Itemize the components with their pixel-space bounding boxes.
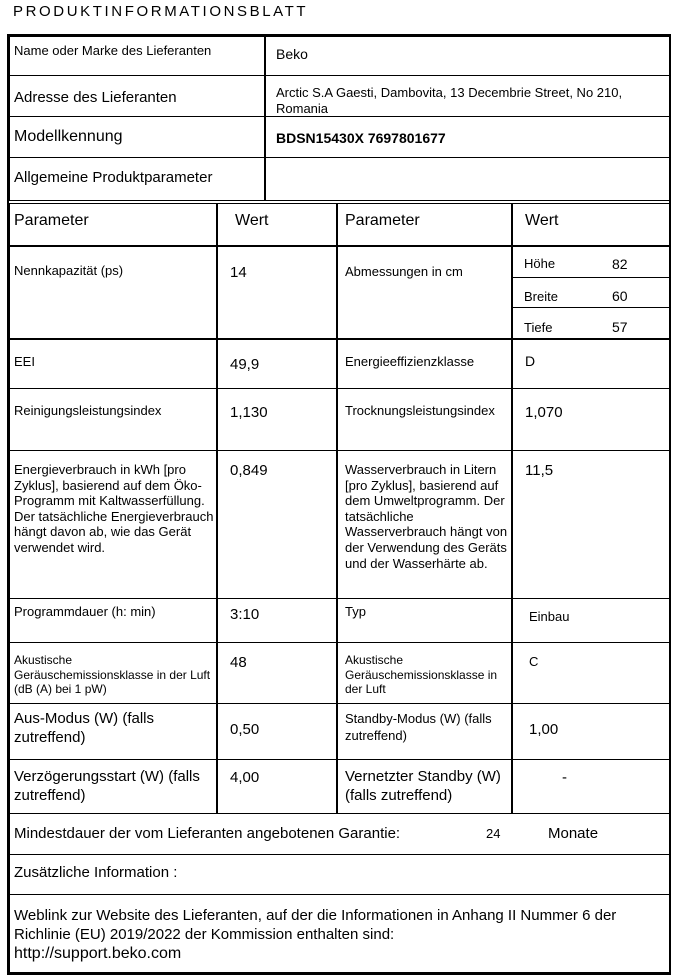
document-title: PRODUKTINFORMATIONSBLATT: [13, 3, 309, 20]
dimensions-label-cell: [336, 245, 513, 339]
warranty-label: Mindestdauer der vom Lieferanten angebotenen Garantie:: [14, 825, 401, 842]
program-duration-label: Programmdauer (h: min): [14, 604, 156, 619]
off-mode-value: 0,50: [230, 721, 260, 738]
type-label: Typ: [345, 604, 366, 619]
supplier-address-value: Arctic S.A Gaesti, Dambovita, 13 Decembrie Street, No 210, Romania: [276, 85, 623, 116]
header-value-left: Wert: [235, 212, 269, 229]
capacity-label-cell: [9, 245, 218, 339]
noise-class-label: Akustische Geräuschemissionsklasse in der Luft: [345, 653, 498, 696]
off-mode-label: Aus-Modus (W) (falls zutreffend): [14, 710, 155, 746]
eei-label: EEI: [14, 354, 35, 369]
energy-class-value: D: [525, 353, 536, 369]
networked-standby-value: -: [562, 769, 567, 786]
drying-value: 1,070: [525, 404, 563, 421]
capacity-label: Nennkapazität (ps): [14, 263, 124, 278]
cleaning-label: Reinigungsleistungsindex: [14, 403, 162, 418]
warranty-value: 24: [486, 826, 501, 841]
eei-label-cell: [9, 339, 218, 389]
networked-standby-value-cell: [511, 759, 670, 814]
drying-label-cell: [336, 388, 513, 451]
delay-start-value: 4,00: [230, 769, 260, 786]
energy-consumption-value: 0,849: [230, 462, 268, 479]
general-params-value-cell: [264, 157, 670, 201]
weblink-text: Weblink zur Website des Lieferanten, auf der die Informationen in Anhang II Nummer 6 der Richlinie (EU) 2019/2022 der Kommission enthalten sind:: [14, 907, 617, 943]
capacity-value-cell: [216, 245, 338, 339]
dimensions-label: Abmessungen in cm: [345, 264, 463, 279]
height-value: 82: [612, 256, 628, 272]
supplier-address-label: Adresse des Lieferanten: [14, 89, 177, 106]
supplier-name-value-cell: [264, 36, 670, 76]
delay-start-label: Verzögerungsstart (W) (falls zutreffend): [14, 768, 200, 804]
drying-label: Trocknungsleistungsindex: [345, 403, 495, 418]
program-duration-value: 3:10: [230, 606, 260, 623]
header-param-right: Parameter: [345, 212, 420, 229]
model-label: Modellkennung: [14, 128, 123, 145]
noise-class-value: C: [529, 654, 539, 669]
noise-value: 48: [230, 654, 247, 671]
width-value: 60: [612, 288, 628, 304]
standby-label: Standby-Modus (W) (falls zutreffend): [345, 711, 492, 743]
capacity-value: 14: [230, 264, 247, 281]
networked-standby-label: Vernetzter Standby (W) (falls zutreffend): [345, 768, 501, 804]
supplier-name-label: Name oder Marke des Lieferanten: [14, 43, 212, 58]
warranty-unit: Monate: [548, 825, 599, 842]
width-label: Breite: [524, 289, 558, 304]
cleaning-label-cell: [9, 388, 218, 451]
supplier-name-value: Beko: [276, 46, 308, 62]
water-consumption-value: 11,5: [525, 462, 554, 479]
depth-label: Tiefe: [524, 320, 553, 335]
eei-value: 49,9: [230, 356, 260, 373]
standby-value: 1,00: [529, 721, 559, 738]
noise-class-value-cell: [511, 642, 670, 704]
water-consumption-label: Wasserverbrauch in Litern [pro Zyklus], basierend auf dem Umweltprogramm. Der tatsächliche Wasserverbrauch hängt von der Verwendung des Geräts und der Wasserhärte ab.: [345, 462, 508, 571]
noise-label: Akustische Geräuschemissionsklasse in der Luft (dB (A) bei 1 pW): [14, 653, 211, 696]
model-value: BDSN15430X 7697801677: [276, 130, 446, 146]
additional-info-label: Zusätzliche Information :: [14, 864, 178, 881]
cleaning-value: 1,130: [230, 404, 268, 421]
type-value: Einbau: [529, 609, 570, 624]
energy-consumption-label: Energieverbrauch in kWh [pro Zyklus], basierend auf dem Öko-Programm mit Kaltwasserfüllung. Der tatsächliche Energieverbrauch hängt davon ab, wie das Gerät verwendet wird.: [14, 462, 214, 555]
energy-class-label: Energieeffizienzklasse: [345, 354, 475, 369]
depth-value: 57: [612, 319, 628, 335]
general-params-label: Allgemeine Produktparameter: [14, 169, 213, 186]
noise-value-cell: [216, 642, 338, 704]
weblink-url-link[interactable]: http://support.beko.com: [14, 945, 182, 962]
height-label: Höhe: [524, 256, 556, 271]
header-value-right: Wert: [525, 212, 559, 229]
header-param-left: Parameter: [14, 212, 89, 229]
